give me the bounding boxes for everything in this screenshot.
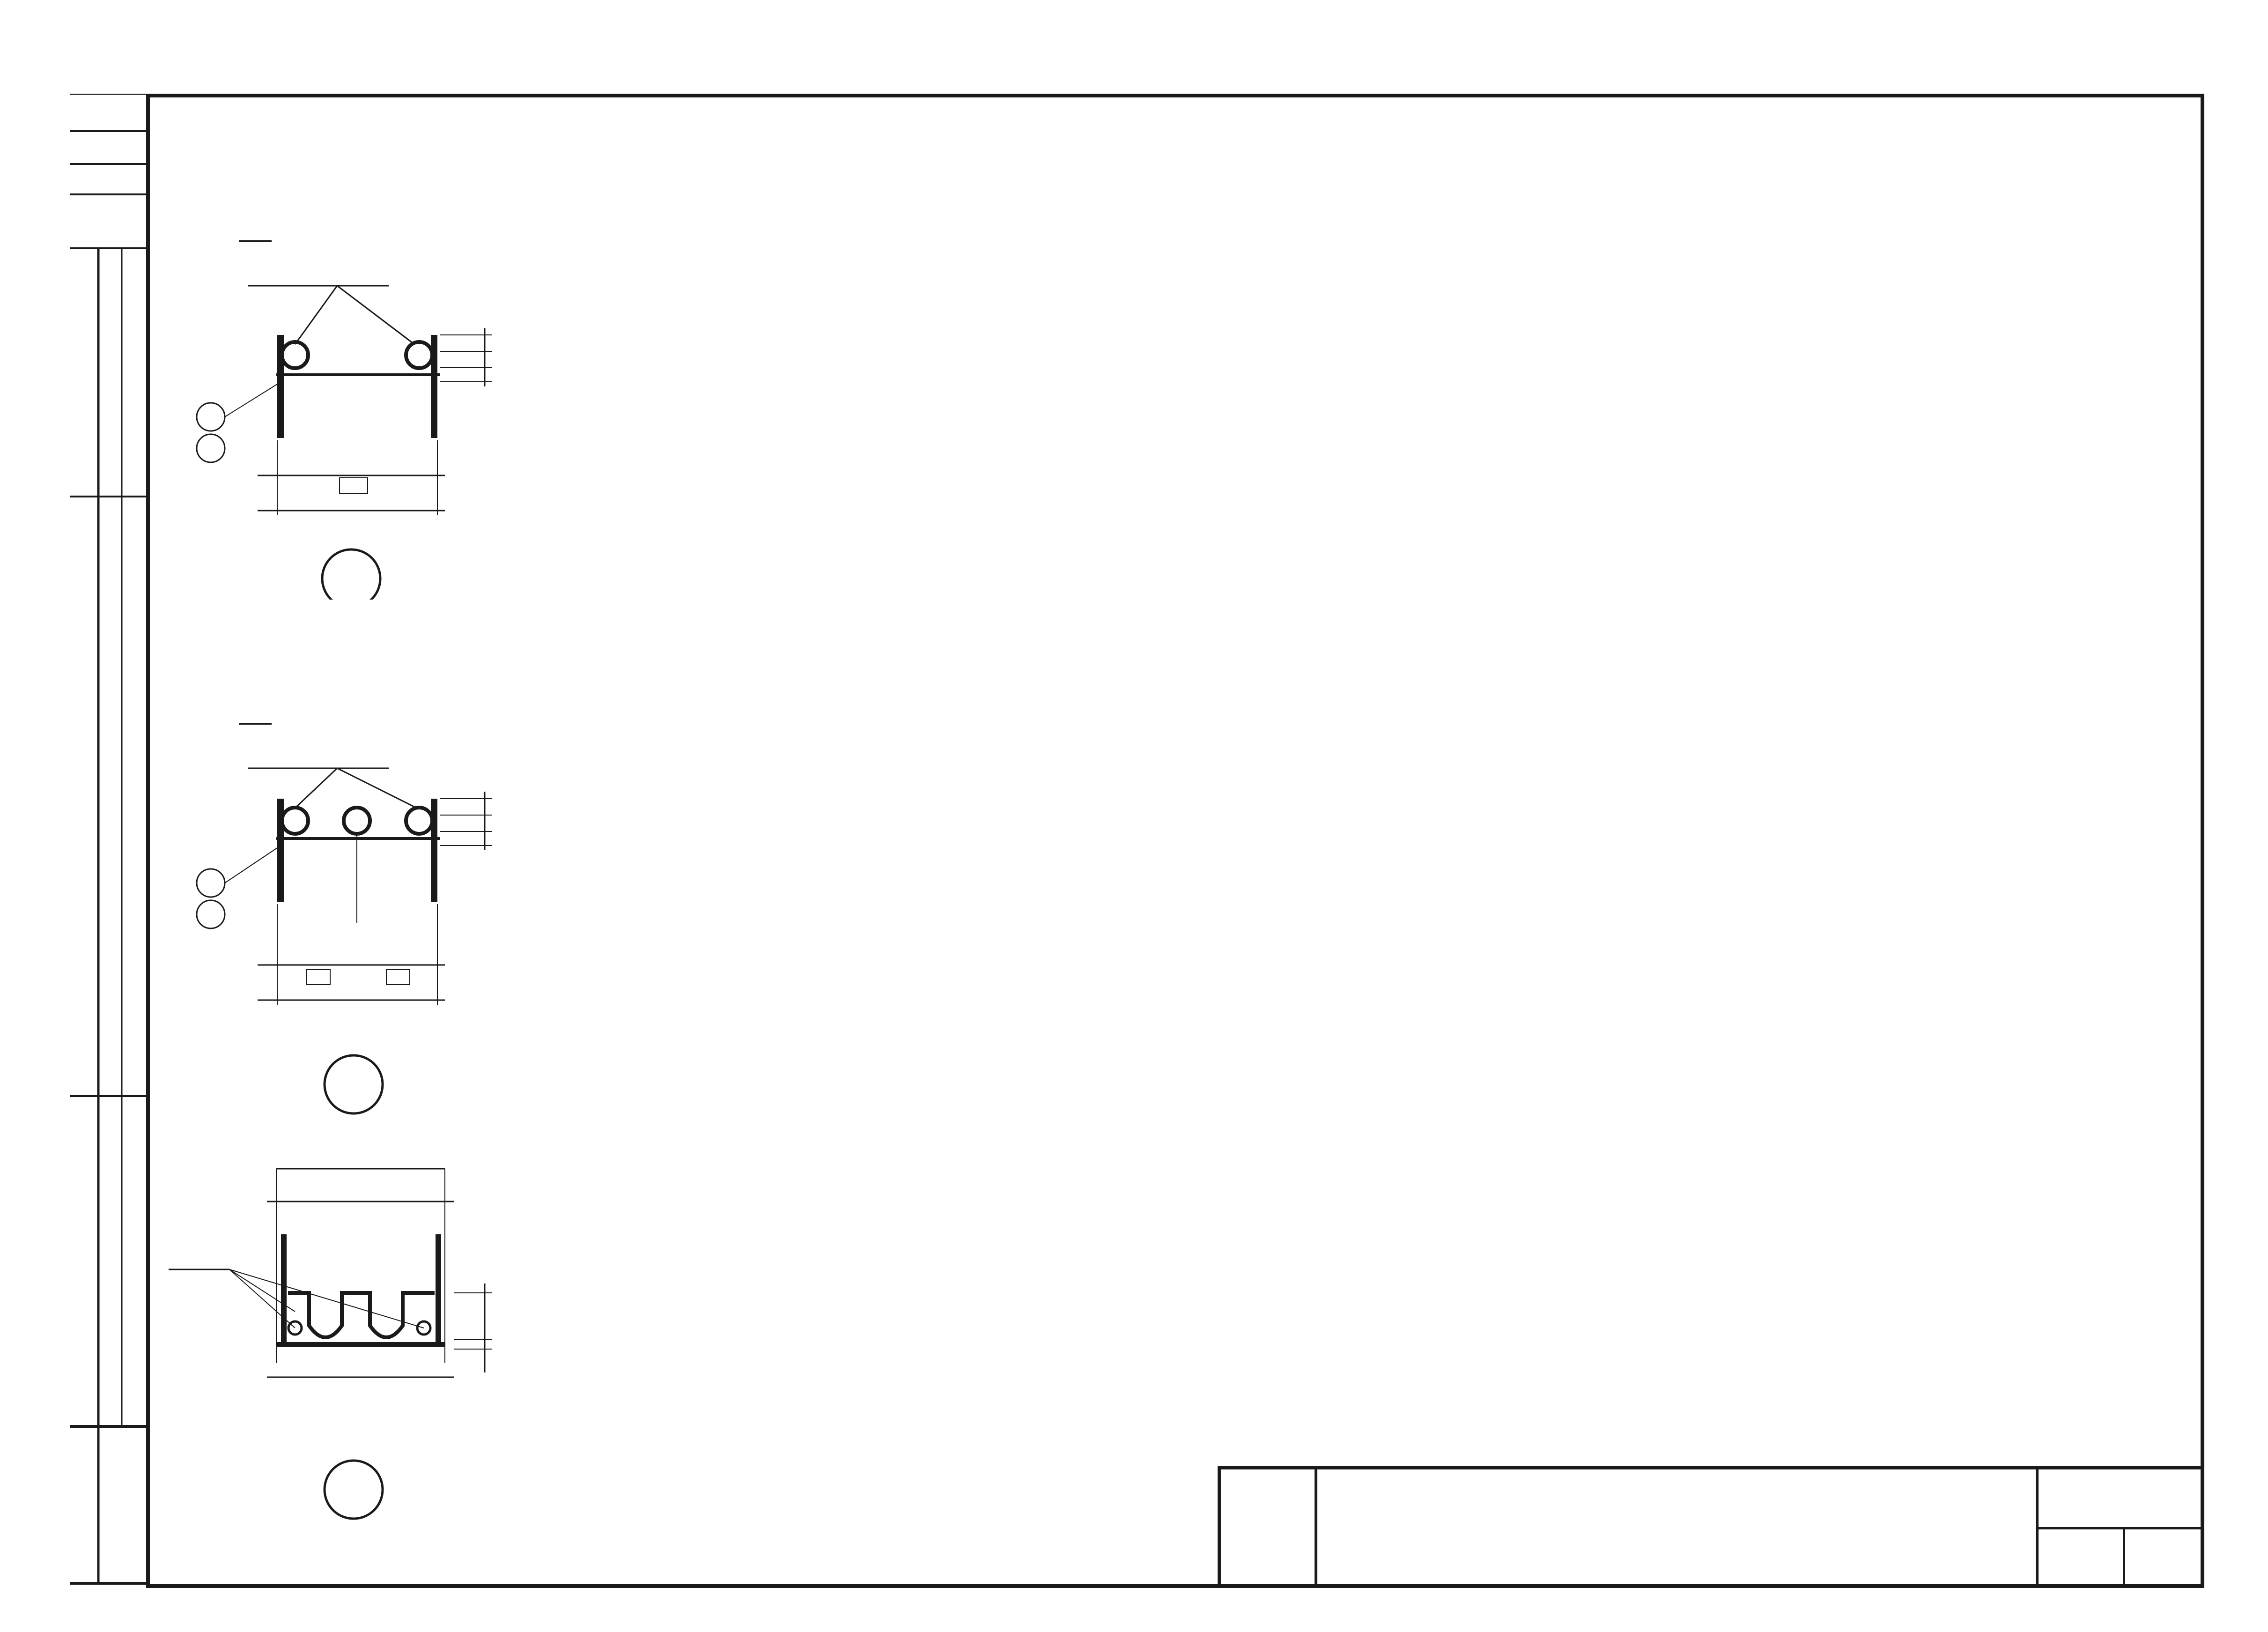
sheet-label: [2036, 1529, 2125, 1585]
sheet-number: [2122, 1529, 2201, 1585]
detail-c-corrugated-sheet: [288, 1293, 435, 1337]
detail-b-drawing: [155, 698, 529, 1129]
detail-a-drawing: [155, 215, 529, 600]
series-code: [2036, 1469, 2204, 1529]
detail-c-marker: [325, 1461, 383, 1519]
detail-c-drawing: [155, 1143, 529, 1541]
detail-a-rod-right: [406, 342, 432, 368]
detail-a-rod-left: [282, 342, 308, 368]
detail-a-leader-1: [295, 286, 337, 344]
stamp-strip-lines: [70, 94, 146, 1588]
detail-b-rod-left: [282, 808, 308, 834]
detail-b-rod-right: [406, 808, 432, 834]
stamp-strip: [70, 94, 146, 1588]
detail-b-rod-middle: [344, 808, 370, 834]
publisher-logo: [1221, 1469, 1317, 1585]
title-block: [1218, 1466, 2204, 1588]
detail-a-leader-2: [337, 286, 414, 344]
detail-a-marker: [322, 549, 380, 600]
detail-b-marker: [325, 1055, 383, 1113]
